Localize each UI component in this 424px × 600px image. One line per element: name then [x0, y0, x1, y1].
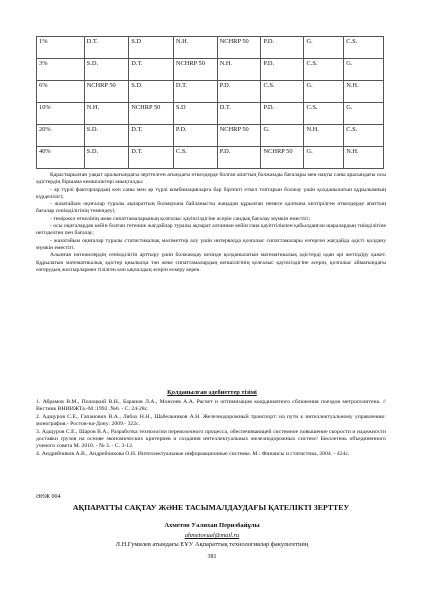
table-cell: NCHRP 50 — [217, 125, 261, 147]
paragraph: Қарастырылған уақыт аралығындағы зерттелген ағындағы өткелдерде болған апаттың болжамды бағалары мен нақты саны арасындағы осы әдістердің біршама кемшіліктері анықталды: — [36, 172, 386, 186]
row-header-cell: 6% — [37, 81, 85, 103]
table-cell: G. — [344, 103, 384, 125]
body-text — [36, 172, 386, 274]
row-header-cell: 20% — [37, 125, 85, 147]
table-cell: D.T. — [129, 125, 174, 147]
table-row — [37, 103, 384, 125]
table-cell: C.S. — [261, 81, 304, 103]
table-cell: S.D — [173, 103, 217, 125]
table-cell: N.H. — [84, 103, 129, 125]
reference-item: 4. Андрейчиков А.В., Андрейчикова О.Н. Интеллектуальные информационные системы. М.: Финансы и статистика, 2004. - 424с. — [36, 450, 350, 457]
ranking-table — [36, 36, 384, 169]
table-cell: P.D. — [173, 125, 217, 147]
paragraph: - жазатайым оқиғалар туралы статистикалық мәліметтер алу үшін интервалда қозғалыс сипаттамалары өзгерген жағдайда әдісті қолдану мүмкін еместігі. — [36, 237, 386, 251]
table-cell: S.D. — [84, 59, 129, 81]
table-row — [37, 37, 384, 59]
table-cell: N.H. — [344, 147, 384, 169]
reference-item: 3. Адщуров С.Е., Шаров В.А., Разработка технологии перевозочного процесса, обеспечивающей системное повышение скорости и надежности доставки грузов на основе экономических критериев и создания интеллектуальных железнодорожных систем// Бюллетень объединенного ученого совета М. 2010. - № 3. - С. 3-12. — [36, 428, 386, 450]
table-row — [37, 147, 384, 169]
table-cell: N.H. — [344, 81, 384, 103]
paragraph: Алынған нәтижелердің сенімділігін арттыру үшін болжамдау кезінде қолданылатын математикалық әдістерді одан әрі жетілдіру қажет. Құрылатын математикалық әдістер қиылысқа тән жеке сипаттамалардың кепшілігінің қозғалыс қауіпсіздігіне әсерін, қозғалыс аймағындағы өзгерудың жоспарлармен тізілген көп ықпалдың әсерін ескеру керек. — [36, 252, 386, 273]
page-number: 381 — [207, 554, 217, 560]
table-cell: G. — [261, 125, 304, 147]
paragraph: - әр түрлі факторлардың көп саны мен әр түрлі комбинацияларға бар біртекті еткел топтарын болжау үшін қолданылатын құрылымның күрделілігі; — [36, 186, 386, 200]
table-cell: P.D. — [217, 147, 261, 169]
row-header-cell: 1% — [37, 37, 85, 59]
table-cell: G. — [344, 59, 384, 81]
table-row — [37, 125, 384, 147]
author-email[interactable]: ahmetovual@mail.ru — [184, 532, 240, 539]
author-name: Ахметов Уалихан Перизбайұлы — [164, 522, 260, 529]
table-row — [37, 59, 384, 81]
table-cell: NCHRP 50 — [84, 81, 129, 103]
table-cell: P.D. — [261, 103, 304, 125]
table-cell: C.S. — [173, 147, 217, 169]
table-cell: P.D. — [217, 81, 261, 103]
table-cell: P.D. — [261, 37, 304, 59]
row-header-cell: 10% — [37, 103, 85, 125]
reference-item: 1. Абрамов В.М., Полоцкий В.Н., Баранов Л.А., Моисеев А.А. Расчет и оптимизация координатного сближения поездов метрополитена. //Вестник ВНИИЖТа.-М.:1992 .№6. - С. 24-28с. — [36, 399, 386, 413]
table-cell: S.D. — [84, 125, 129, 147]
row-header-cell: 3% — [37, 59, 85, 81]
table-cell: S.D. — [129, 81, 174, 103]
article-title: АҚПАРАТТЫ САҚТАУ ЖӘНЕ ТАСЫМАЛДАУДАҒЫ ҚАТЕЛІКТІ ЗЕРТТЕУ — [72, 503, 350, 512]
table-cell: G. — [304, 147, 344, 169]
table-cell: D.T. — [173, 81, 217, 103]
author-affiliation: Л.Н.Гумилев атындағы ЕҰУ Ақпараттық технологиялар факультетінің — [115, 541, 309, 548]
table-cell: G. — [304, 37, 344, 59]
table-cell: NCHRP 50 — [129, 103, 174, 125]
table-cell: D.T. — [84, 37, 129, 59]
table-cell: C.S. — [304, 59, 344, 81]
table-cell: N.H. — [304, 125, 344, 147]
table-cell: NCHRP 50 — [173, 59, 217, 81]
row-header-cell: 40% — [37, 147, 85, 169]
table-cell: D.T. — [129, 147, 174, 169]
references-heading: Қолданылған әдебиеттер тізімі — [167, 389, 257, 396]
table-cell: G. — [304, 81, 344, 103]
table-cell: NCHRP 50 — [217, 37, 261, 59]
table-cell: N.H. — [173, 37, 217, 59]
paragraph: - осы оқиғалардан кейін болған тетенше жағдайлар туралы ақпарат алғаннан кейін ғана қауіптілікпен қабылданған шаралардың тиімділігіне негізделген пен бағалау; — [36, 223, 386, 237]
table-cell: S.D. — [84, 147, 129, 169]
table-row — [37, 81, 384, 103]
reference-item: 2. Адщуров С.Е., Гапанович В.А., Лябах Н.Н., Шабельников А.Н. Железнодорожный транспорт: на пути к интеллектуальному управлению: монография.- Ростов-на-Дону: 2009.- 322с. — [36, 413, 386, 428]
table-cell: C.S. — [304, 103, 344, 125]
udc-code: ӘӨЖ 004 — [36, 494, 61, 500]
table-cell: N.H. — [217, 59, 261, 81]
paragraph: - жазатайым оқиғалар туралы ақпараттың болмауына байланысты жаңадан құрылған немесе қалпына келтірілген өткелдерде апаттың бағалар сенімділігінің төмендеуі; — [36, 201, 386, 215]
table-cell: D.T. — [129, 59, 174, 81]
table-cell: C.S. — [344, 125, 384, 147]
paragraph: - теміржол өткелінің жеке сипаттамаларының қозғалыс қауіпсіздігіне әсерін сандық бағалау мүмкін еместігі; — [50, 215, 311, 222]
table-cell: NCHRP 50 — [261, 147, 304, 169]
table-cell: C.S. — [344, 37, 384, 59]
table-cell: D.T. — [217, 103, 261, 125]
references-list — [36, 399, 386, 459]
table-cell: P.D. — [261, 59, 304, 81]
table-cell: S.D — [129, 37, 174, 59]
